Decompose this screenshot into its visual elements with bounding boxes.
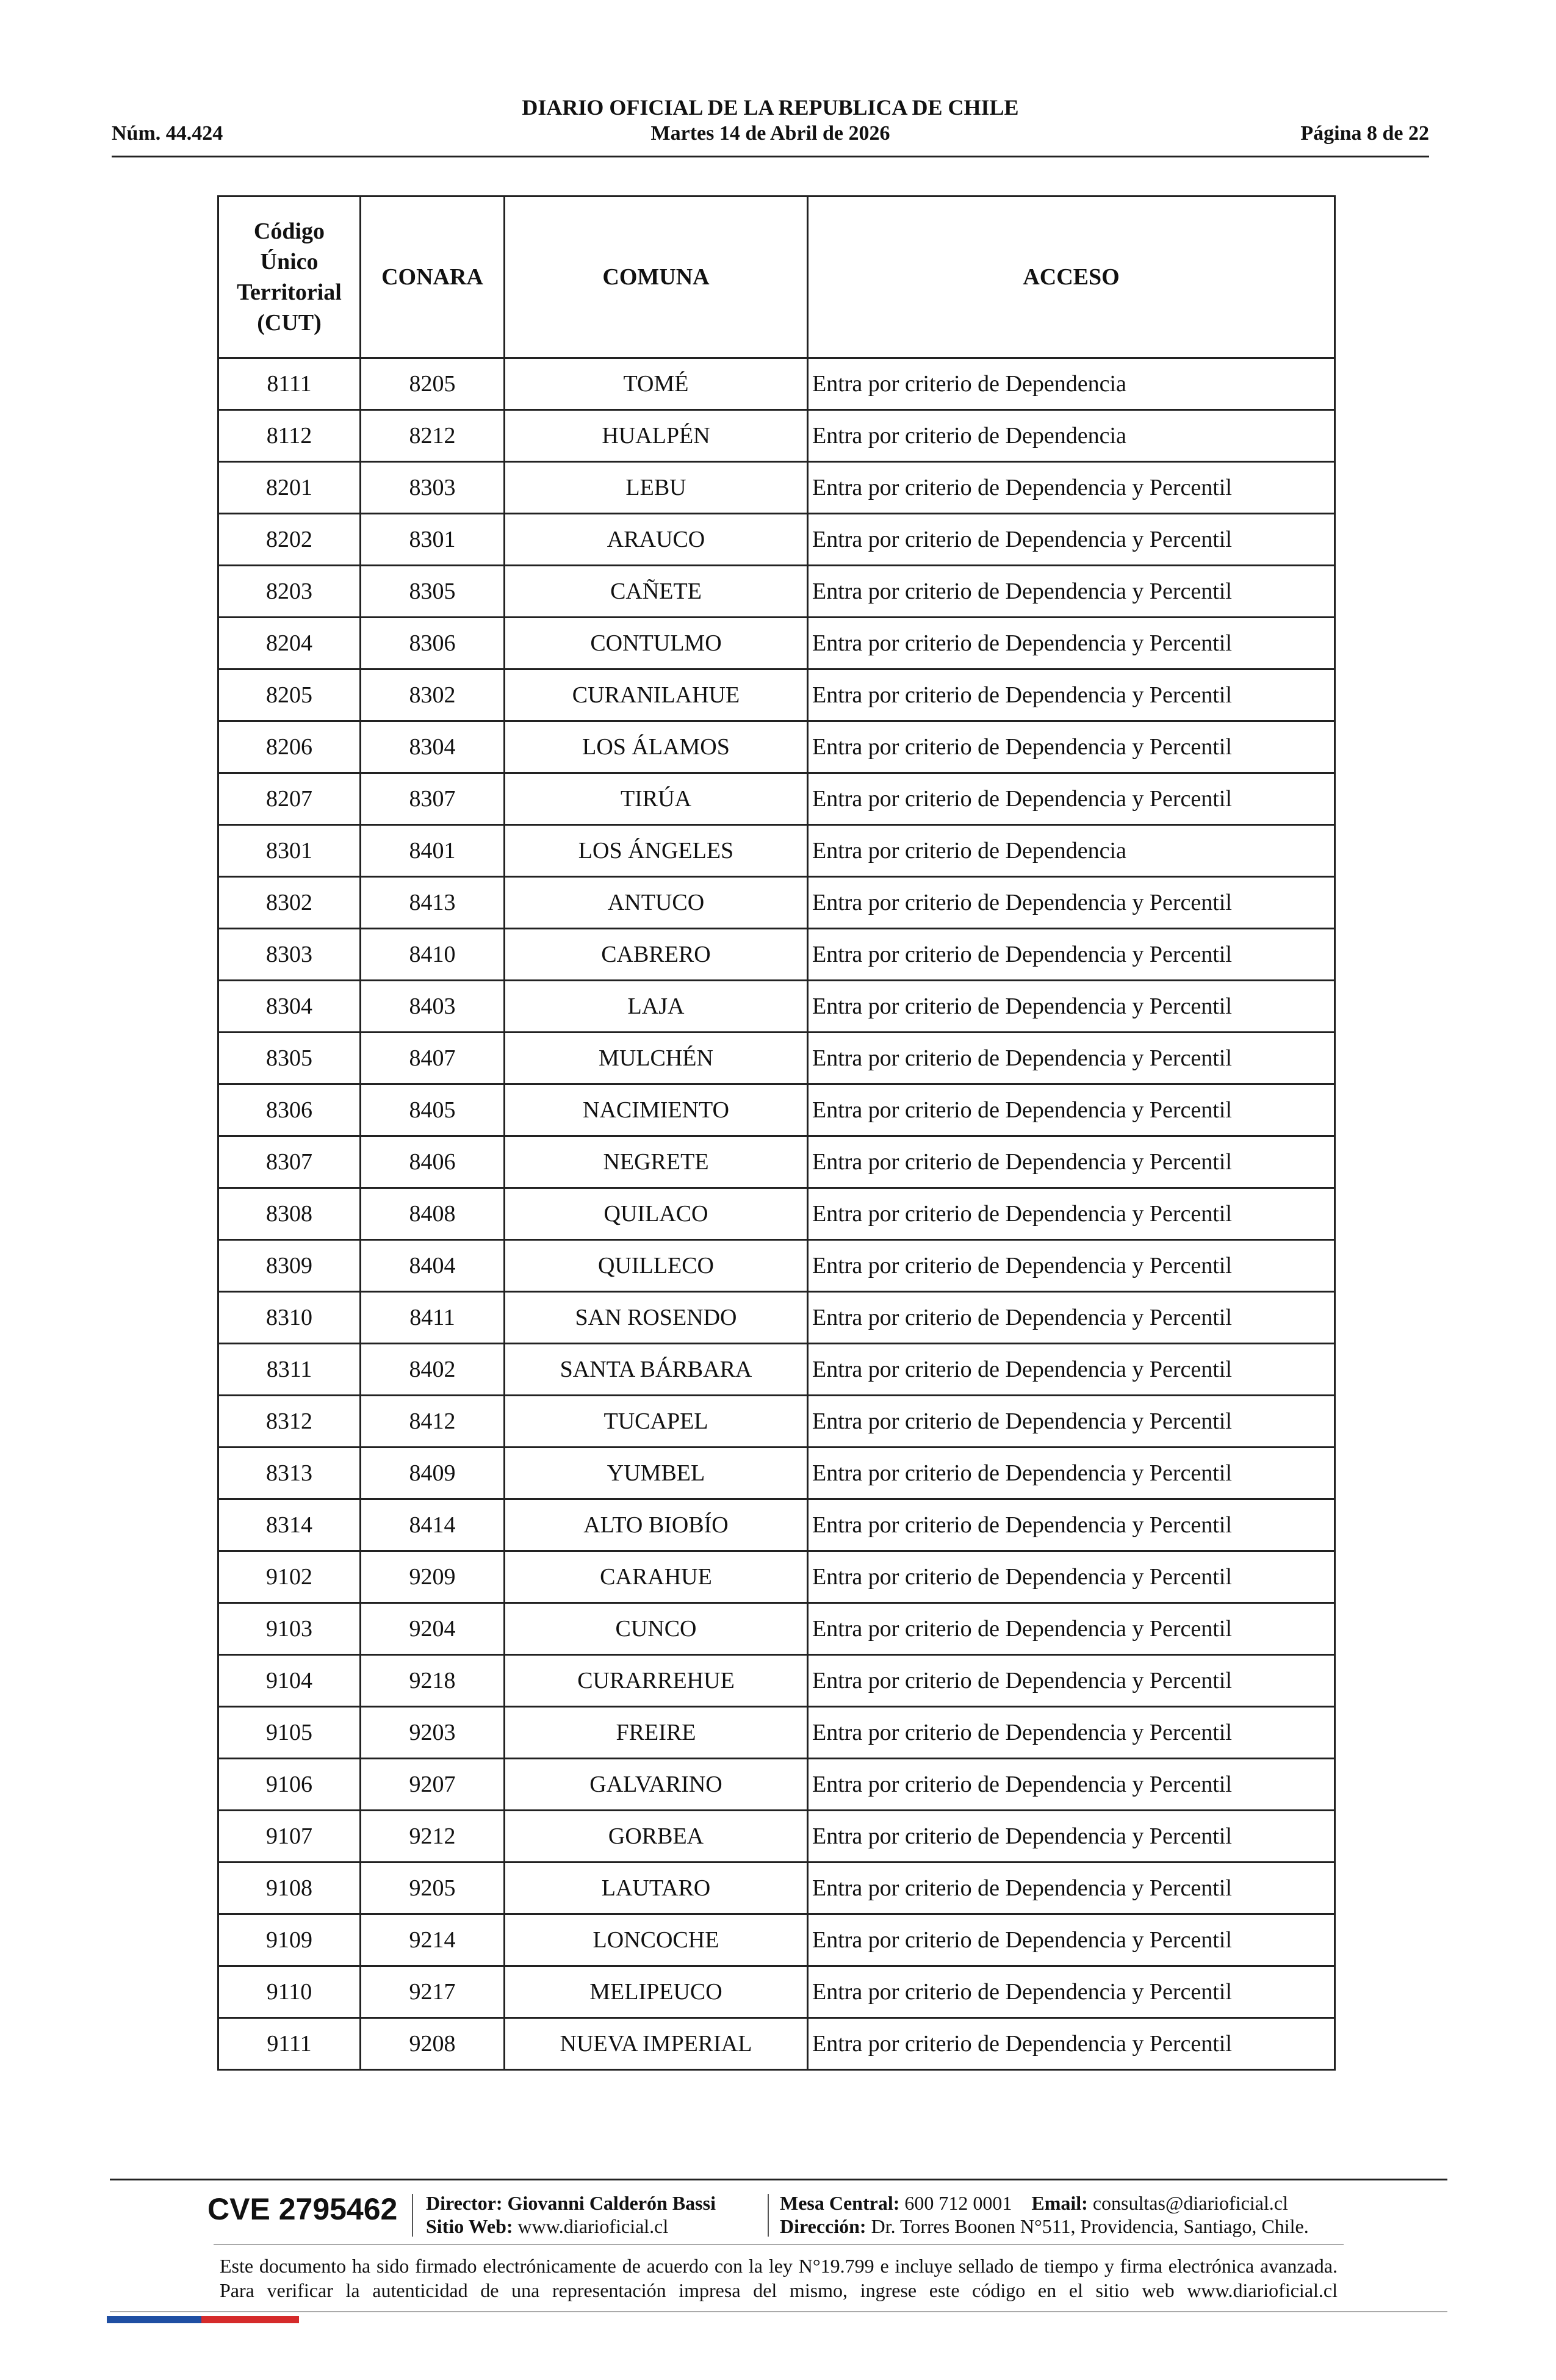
- table-row: [218, 2018, 1335, 2070]
- comuna-cell: CAÑETE: [505, 566, 808, 618]
- comuna-cell: TUCAPEL: [505, 1396, 808, 1448]
- cut-cell: 9110: [218, 1966, 361, 2018]
- acceso-cell: Entra por criterio de Dependencia y Percentil: [808, 2018, 1335, 2070]
- comuna-cell: LAJA: [505, 981, 808, 1033]
- acceso-cell: Entra por criterio de Dependencia y Percentil: [808, 1551, 1335, 1603]
- table-row: [218, 1914, 1335, 1966]
- acceso-cell: Entra por criterio de Dependencia y Percentil: [808, 1136, 1335, 1188]
- acceso-cell: Entra por criterio de Dependencia y Percentil: [808, 1033, 1335, 1084]
- acceso-cell: Entra por criterio de Dependencia y Percentil: [808, 1914, 1335, 1966]
- comuna-cell: LEBU: [505, 462, 808, 514]
- acceso-cell: Entra por criterio de Dependencia y Percentil: [808, 1707, 1335, 1759]
- acceso-cell: Entra por criterio de Dependencia y Percentil: [808, 566, 1335, 618]
- cut-cell: 8112: [218, 410, 361, 462]
- director-label: Director:: [426, 2192, 503, 2214]
- flag-blue-band: [107, 2316, 201, 2323]
- cut-cell: 8303: [218, 929, 361, 981]
- conara-cell: 8406: [361, 1136, 505, 1188]
- cut-cell: 9109: [218, 1914, 361, 1966]
- conara-cell: 9207: [361, 1759, 505, 1811]
- comuna-cell: NEGRETE: [505, 1136, 808, 1188]
- conara-cell: 8306: [361, 618, 505, 669]
- table-row: [218, 1759, 1335, 1811]
- conara-cell: 8205: [361, 358, 505, 410]
- table-row: [218, 1136, 1335, 1188]
- cut-cell: 8313: [218, 1448, 361, 1499]
- cut-cell: 9111: [218, 2018, 361, 2070]
- email-link[interactable]: consultas@diarioficial.cl: [1092, 2192, 1288, 2214]
- cut-cell: 8306: [218, 1084, 361, 1136]
- column-header-cut: [218, 197, 361, 358]
- table-row: [218, 514, 1335, 566]
- table-row: [218, 1499, 1335, 1551]
- cut-cell: 8204: [218, 618, 361, 669]
- acceso-cell: Entra por criterio de Dependencia y Percentil: [808, 1344, 1335, 1396]
- comuna-cell: MELIPEUCO: [505, 1966, 808, 2018]
- table-row: [218, 1811, 1335, 1863]
- director-block: [426, 2191, 716, 2238]
- cut-cell: 8309: [218, 1240, 361, 1292]
- acceso-cell: Entra por criterio de Dependencia y Percentil: [808, 1396, 1335, 1448]
- comuna-cell: LAUTARO: [505, 1863, 808, 1914]
- conara-cell: 9218: [361, 1655, 505, 1707]
- cve-code: CVE 2795462: [207, 2192, 398, 2226]
- acceso-cell: Entra por criterio de Dependencia y Percentil: [808, 1863, 1335, 1914]
- conara-cell: 8414: [361, 1499, 505, 1551]
- acceso-cell: Entra por criterio de Dependencia y Percentil: [808, 877, 1335, 929]
- acceso-cell: Entra por criterio de Dependencia: [808, 825, 1335, 877]
- conara-cell: 8303: [361, 462, 505, 514]
- table-row: [218, 1084, 1335, 1136]
- conara-cell: 8307: [361, 773, 505, 825]
- table-row: [218, 1292, 1335, 1344]
- comuna-cell: ARAUCO: [505, 514, 808, 566]
- cut-cell: 8203: [218, 566, 361, 618]
- header-divider: [112, 156, 1429, 157]
- conara-cell: 8412: [361, 1396, 505, 1448]
- table-row: [218, 1603, 1335, 1655]
- comuna-cell: LOS ÁNGELES: [505, 825, 808, 877]
- table-row: [218, 1396, 1335, 1448]
- acceso-cell: Entra por criterio de Dependencia y Percentil: [808, 929, 1335, 981]
- table-row: [218, 358, 1335, 410]
- table-row: [218, 1448, 1335, 1499]
- comuna-cell: LOS ÁLAMOS: [505, 721, 808, 773]
- mesa-value: 600 712 0001: [904, 2192, 1012, 2214]
- table-row: [218, 566, 1335, 618]
- conara-cell: 8302: [361, 669, 505, 721]
- acceso-cell: Entra por criterio de Dependencia: [808, 410, 1335, 462]
- table-body: [218, 358, 1335, 2070]
- legal-notice: Este documento ha sido firmado electrónicamente de acuerdo con la ley N°19.799 e incluye sellado de tiempo y firma electrónica avanzada. Para verificar la autenticidad de una representación impresa del mismo, ingrese este código en el sitio web www.diarioficial.cl: [220, 2255, 1338, 2301]
- comuna-cell: CONTULMO: [505, 618, 808, 669]
- address-label: Dirección:: [780, 2215, 866, 2237]
- comuna-cell: ALTO BIOBÍO: [505, 1499, 808, 1551]
- email-label: Email:: [1031, 2192, 1088, 2214]
- acceso-cell: Entra por criterio de Dependencia y Percentil: [808, 1084, 1335, 1136]
- cut-cell: 8301: [218, 825, 361, 877]
- mesa-label: Mesa Central:: [780, 2192, 900, 2214]
- cut-cell: 8304: [218, 981, 361, 1033]
- cut-cell: 8206: [218, 721, 361, 773]
- acceso-cell: Entra por criterio de Dependencia y Percentil: [808, 618, 1335, 669]
- conara-cell: 9217: [361, 1966, 505, 2018]
- publication-title: DIARIO OFICIAL DE LA REPUBLICA DE CHILE: [522, 95, 1019, 120]
- cut-cell: 8307: [218, 1136, 361, 1188]
- acceso-cell: Entra por criterio de Dependencia: [808, 358, 1335, 410]
- comunas-table: [217, 195, 1336, 2071]
- conara-cell: 8405: [361, 1084, 505, 1136]
- cut-cell: 8310: [218, 1292, 361, 1344]
- cut-cell: 8201: [218, 462, 361, 514]
- table-row: [218, 929, 1335, 981]
- comuna-cell: CARAHUE: [505, 1551, 808, 1603]
- acceso-cell: Entra por criterio de Dependencia y Percentil: [808, 1655, 1335, 1707]
- table-row: [218, 877, 1335, 929]
- comuna-cell: CUNCO: [505, 1603, 808, 1655]
- footer-bottom-divider: [110, 2311, 1447, 2312]
- table-row: [218, 1655, 1335, 1707]
- footer-info: [110, 2180, 1447, 2241]
- acceso-cell: Entra por criterio de Dependencia y Percentil: [808, 1240, 1335, 1292]
- conara-cell: 8401: [361, 825, 505, 877]
- comuna-cell: HUALPÉN: [505, 410, 808, 462]
- comuna-cell: MULCHÉN: [505, 1033, 808, 1084]
- flag-red-band: [201, 2316, 299, 2323]
- comuna-cell: YUMBEL: [505, 1448, 808, 1499]
- comuna-cell: GORBEA: [505, 1811, 808, 1863]
- website-line: [426, 2215, 716, 2238]
- cut-cell: 9102: [218, 1551, 361, 1603]
- conara-cell: 9208: [361, 2018, 505, 2070]
- comuna-cell: FREIRE: [505, 1707, 808, 1759]
- contact-block: [780, 2191, 1309, 2238]
- conara-cell: 8402: [361, 1344, 505, 1396]
- acceso-cell: Entra por criterio de Dependencia y Percentil: [808, 773, 1335, 825]
- acceso-cell: Entra por criterio de Dependencia y Percentil: [808, 1603, 1335, 1655]
- acceso-cell: Entra por criterio de Dependencia y Percentil: [808, 1448, 1335, 1499]
- conara-cell: 8404: [361, 1240, 505, 1292]
- conara-cell: 8305: [361, 566, 505, 618]
- conara-cell: 9209: [361, 1551, 505, 1603]
- table-row: [218, 1707, 1335, 1759]
- cut-cell: 8305: [218, 1033, 361, 1084]
- address-value: Dr. Torres Boonen N°511, Providencia, Santiago, Chile.: [871, 2215, 1309, 2237]
- cut-cell: 9104: [218, 1655, 361, 1707]
- acceso-cell: Entra por criterio de Dependencia y Percentil: [808, 1499, 1335, 1551]
- cut-cell: 9103: [218, 1603, 361, 1655]
- conara-cell: 9204: [361, 1603, 505, 1655]
- acceso-cell: Entra por criterio de Dependencia y Percentil: [808, 1292, 1335, 1344]
- issue-date: Martes 14 de Abril de 2026: [650, 122, 890, 145]
- cut-cell: 8111: [218, 358, 361, 410]
- comuna-cell: NACIMIENTO: [505, 1084, 808, 1136]
- cut-cell: 8311: [218, 1344, 361, 1396]
- comuna-cell: GALVARINO: [505, 1759, 808, 1811]
- comuna-cell: TIRÚA: [505, 773, 808, 825]
- comuna-cell: CURARREHUE: [505, 1655, 808, 1707]
- comuna-cell: CABRERO: [505, 929, 808, 981]
- table-row: [218, 825, 1335, 877]
- director-line: [426, 2191, 716, 2215]
- table-row: [218, 1551, 1335, 1603]
- table-row: [218, 1240, 1335, 1292]
- comuna-cell: SAN ROSENDO: [505, 1292, 808, 1344]
- conara-cell: 9212: [361, 1811, 505, 1863]
- comuna-cell: CURANILAHUE: [505, 669, 808, 721]
- acceso-cell: Entra por criterio de Dependencia y Percentil: [808, 1811, 1335, 1863]
- page-number: Página 8 de 22: [1300, 122, 1429, 145]
- acceso-cell: Entra por criterio de Dependencia y Percentil: [808, 514, 1335, 566]
- page-footer: [110, 2179, 1447, 2312]
- table-row: [218, 618, 1335, 669]
- table-header-row: [218, 197, 1335, 358]
- conara-cell: 8410: [361, 929, 505, 981]
- acceso-cell: Entra por criterio de Dependencia y Percentil: [808, 462, 1335, 514]
- conara-cell: 9203: [361, 1707, 505, 1759]
- table-row: [218, 721, 1335, 773]
- column-header-conara: CONARA: [361, 197, 505, 358]
- table-row: [218, 1863, 1335, 1914]
- acceso-cell: Entra por criterio de Dependencia y Percentil: [808, 721, 1335, 773]
- acceso-cell: Entra por criterio de Dependencia y Percentil: [808, 981, 1335, 1033]
- conara-cell: 8411: [361, 1292, 505, 1344]
- address-line: [780, 2215, 1309, 2238]
- cut-cell: 8207: [218, 773, 361, 825]
- conara-cell: 8212: [361, 410, 505, 462]
- column-header-comuna: COMUNA: [505, 197, 808, 358]
- table-row: [218, 1966, 1335, 2018]
- footer-separator: [768, 2194, 769, 2237]
- issue-number: Núm. 44.424: [112, 122, 223, 145]
- conara-cell: 8408: [361, 1188, 505, 1240]
- comuna-cell: SANTA BÁRBARA: [505, 1344, 808, 1396]
- footer-separator: [412, 2194, 413, 2237]
- website-link[interactable]: www.diarioficial.cl: [517, 2215, 669, 2237]
- comuna-cell: QUILLECO: [505, 1240, 808, 1292]
- website-label: Sitio Web:: [426, 2215, 513, 2237]
- comuna-cell: LONCOCHE: [505, 1914, 808, 1966]
- acceso-cell: Entra por criterio de Dependencia y Percentil: [808, 669, 1335, 721]
- cut-cell: 9107: [218, 1811, 361, 1863]
- page-header: [112, 95, 1429, 156]
- cut-cell: 9105: [218, 1707, 361, 1759]
- acceso-cell: Entra por criterio de Dependencia y Percentil: [808, 1966, 1335, 2018]
- conara-cell: 8403: [361, 981, 505, 1033]
- comuna-cell: NUEVA IMPERIAL: [505, 2018, 808, 2070]
- acceso-cell: Entra por criterio de Dependencia y Percentil: [808, 1759, 1335, 1811]
- cut-cell: 8308: [218, 1188, 361, 1240]
- conara-cell: 8407: [361, 1033, 505, 1084]
- comuna-cell: QUILACO: [505, 1188, 808, 1240]
- column-header-acceso: ACCESO: [808, 197, 1335, 358]
- footer-inner-divider: [214, 2244, 1344, 2245]
- table-row: [218, 410, 1335, 462]
- table-row: [218, 981, 1335, 1033]
- cut-cell: 9106: [218, 1759, 361, 1811]
- cut-cell: 8312: [218, 1396, 361, 1448]
- director-name: Giovanni Calderón Bassi: [507, 2192, 716, 2214]
- conara-cell: 8409: [361, 1448, 505, 1499]
- cut-header-text: Código Único Territorial (CUT): [237, 218, 342, 336]
- conara-cell: 9205: [361, 1863, 505, 1914]
- conara-cell: 8301: [361, 514, 505, 566]
- table-row: [218, 669, 1335, 721]
- contact-line: [780, 2191, 1309, 2215]
- conara-cell: 9214: [361, 1914, 505, 1966]
- cut-cell: 8205: [218, 669, 361, 721]
- acceso-cell: Entra por criterio de Dependencia y Percentil: [808, 1188, 1335, 1240]
- flag-stripe: [107, 2316, 299, 2323]
- table-row: [218, 1188, 1335, 1240]
- table-row: [218, 462, 1335, 514]
- table-row: [218, 1344, 1335, 1396]
- conara-cell: 8304: [361, 721, 505, 773]
- cut-cell: 9108: [218, 1863, 361, 1914]
- comuna-cell: TOMÉ: [505, 358, 808, 410]
- table-row: [218, 773, 1335, 825]
- cut-cell: 8314: [218, 1499, 361, 1551]
- conara-cell: 8413: [361, 877, 505, 929]
- comuna-cell: ANTUCO: [505, 877, 808, 929]
- cut-cell: 8302: [218, 877, 361, 929]
- cut-cell: 8202: [218, 514, 361, 566]
- table-row: [218, 1033, 1335, 1084]
